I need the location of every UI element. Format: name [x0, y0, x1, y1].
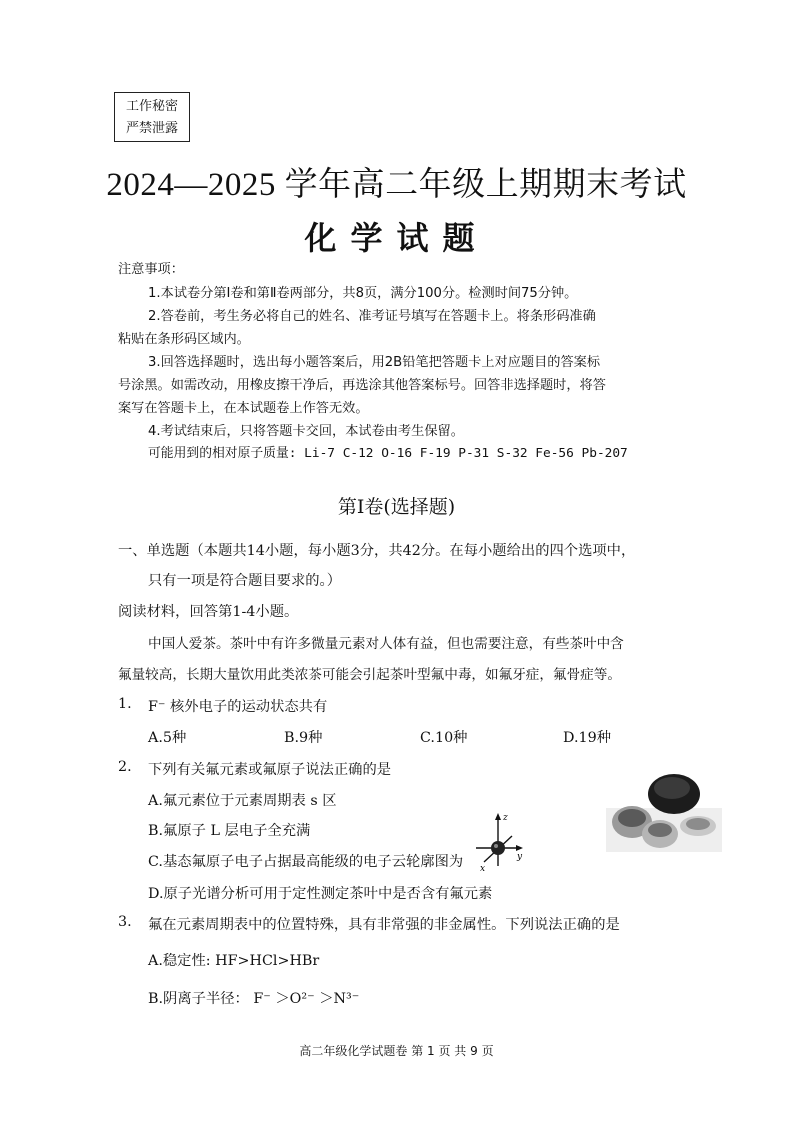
passage-line-1: 中国人爱茶。茶叶中有许多微量元素对人体有益，但也需要注意，有些茶叶中含 [148, 636, 624, 652]
notice-item-4: 4.考试结束后，只将答题卡交回，本试卷由考生保留。 [148, 424, 464, 439]
stamp-line-2: 严禁泄露 [125, 121, 178, 136]
option-d: D.19种 [563, 730, 611, 746]
question-stem: 下列有关氟元素或氟原子说法正确的是 [148, 762, 392, 778]
notice-item-2-cont: 粘贴在条形码区域内。 [118, 332, 250, 347]
confidential-stamp [114, 92, 190, 142]
question-stem: F⁻ 核外电子的运动状态共有 [148, 699, 328, 715]
question-stem: 氟在元素周期表中的位置特殊，具有非常强的非金属性。下列说法正确的是 [148, 917, 620, 933]
question-number: 1. [118, 696, 132, 712]
exam-title: 2024—2025 学年高二年级上期期末考试 [106, 167, 687, 203]
option-c: C.基态氟原子电子占据最高能级的电子云轮廓图为 [148, 854, 464, 870]
section-title: 第Ⅰ卷(选择题) [337, 496, 456, 518]
notice-item-3-cont2: 案写在答题卡上，在本试题卷上作答无效。 [118, 401, 369, 416]
axis-label-z: z [503, 813, 508, 823]
part1-heading-cont: 只有一项是符合题目要求的。） [148, 573, 342, 589]
electron-cloud-diagram [472, 810, 528, 872]
notice-item-3: 3.回答选择题时，选出每小题答案后，用2B铅笔把答题卡上对应题目的答案标 [148, 355, 601, 370]
axis-label-y: y [517, 852, 523, 862]
option-b: B.阴离子半径： F⁻ ＞O²⁻ ＞N³⁻ [148, 991, 360, 1007]
notice-item-1: 1.本试卷分第Ⅰ卷和第Ⅱ卷两部分，共8页，满分100分。检测时间75分钟。 [148, 286, 578, 301]
option-b: B.氟原子 L 层电子全充满 [148, 823, 311, 839]
atomic-mass-line: 可能用到的相对原子质量: Li-7 C-12 O-16 F-19 P-31 S-32 Fe-56 Pb-207 [148, 446, 628, 461]
option-a: A.稳定性: HF>HCl>HBr [148, 953, 320, 969]
option-c: C.10种 [420, 730, 468, 746]
axis-label-x: x [480, 864, 486, 872]
option-b: B.9种 [284, 730, 323, 746]
option-d: D.原子光谱分析可用于定性测定茶叶中是否含有氟元素 [148, 886, 493, 902]
part1-heading: 一、单选题（本题共14小题，每小题3分，共42分。在每小题给出的四个选项中， [118, 543, 636, 559]
page-footer: 高二年级化学试题卷 第 1 页 共 9 页 [299, 1044, 494, 1058]
question-number: 3. [118, 914, 132, 930]
reading-prompt: 阅读材料，回答第1-4小题。 [118, 604, 299, 620]
notice-item-2: 2.答卷前，考生务必将自己的姓名、准考证号填写在答题卡上。将条形码准确 [148, 309, 596, 324]
notice-heading: 注意事项： [118, 262, 184, 277]
subject-title: 化学试题 [304, 219, 489, 257]
tea-illustration-image [606, 768, 722, 852]
notice-item-3-cont: 号涂黑。如需改动，用橡皮擦干净后，再选涂其他答案标号。回答非选择题时，将答 [118, 378, 606, 393]
passage-line-2: 氟量较高，长期大量饮用此类浓茶可能会引起茶叶型氟中毒，如氟牙症，氟骨症等。 [118, 667, 621, 683]
option-a: A.氟元素位于元素周期表 s 区 [148, 793, 337, 809]
stamp-line-1: 工作秘密 [125, 99, 178, 114]
question-number: 2. [118, 759, 132, 775]
option-a: A.5种 [148, 730, 187, 746]
